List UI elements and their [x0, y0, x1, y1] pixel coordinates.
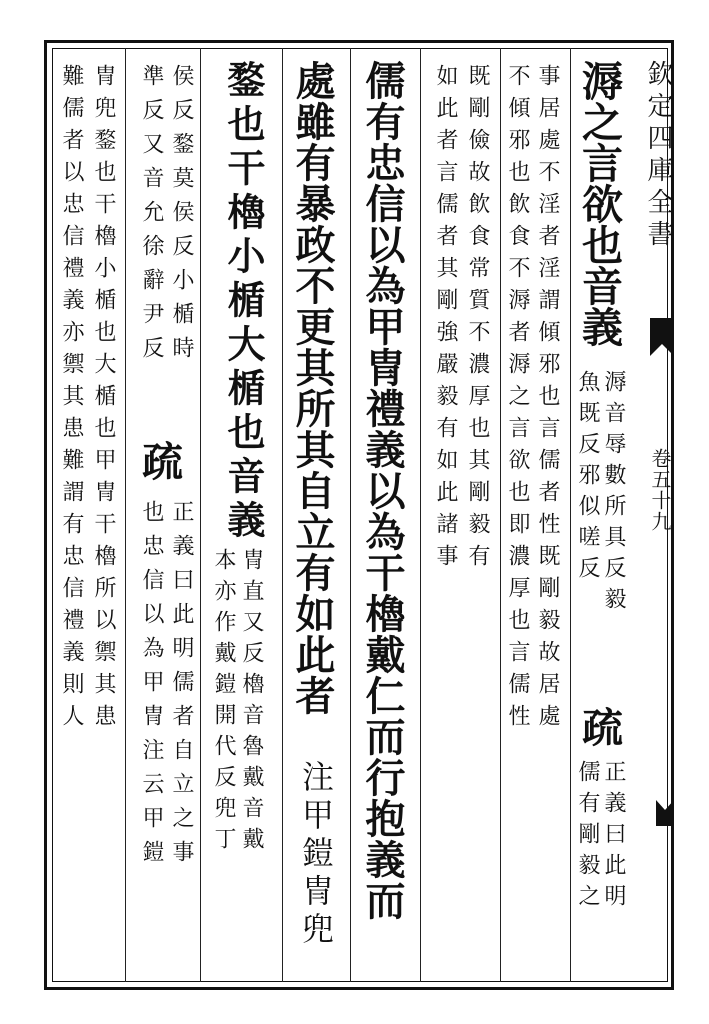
- commentary-column: 儒有剛毅之: [575, 760, 600, 915]
- commentary-column: 不傾邪也飲食不溽者溽之言欲也即濃厚也言儒性: [505, 64, 530, 736]
- commentary-column: 冑兜鍪也干櫓小楯也大楯也甲冑干櫓所以禦其患: [91, 64, 116, 736]
- main-text-column: 儒有忠信以為甲冑禮義以為干櫓戴仁而行抱義而: [359, 60, 406, 921]
- main-text-column: 鍪也干櫓小楯大楯也音義: [221, 60, 266, 544]
- column-rule: [125, 48, 126, 982]
- commentary-column: 魚既反邪似嗟反: [575, 370, 600, 587]
- fish-tail-mark-icon: [650, 318, 674, 356]
- column-rule: [570, 48, 571, 982]
- fish-tail-mark-lower-icon: [656, 800, 674, 826]
- commentary-column: 難儒者以忠信禮義亦禦其患難謂有忠信禮義則人: [59, 64, 84, 736]
- main-text-column: 處雖有暴政不更其所其自立有如此者: [289, 60, 336, 716]
- column-rule: [200, 48, 201, 982]
- book-title-margin: 欽定四庫全書: [643, 60, 673, 252]
- commentary-column: 如此者言儒者其剛強嚴毅有如此諸事: [433, 64, 458, 576]
- commentary-column: 事居處不淫者淫謂傾邪也言儒者性既剛毅故居處: [535, 64, 560, 736]
- juan-number-margin: 卷五十九: [648, 448, 672, 532]
- main-text-column: 溽之言欲也音義: [575, 60, 623, 347]
- commentary-column: 冑直又反櫓音魯戴音戴: [239, 548, 264, 858]
- commentary-column: 既剛儉故飲食常質不濃厚也其剛毅有: [465, 64, 490, 576]
- commentary-column: 侯反鍪莫侯反小楯時: [169, 64, 194, 370]
- column-rule: [500, 48, 501, 982]
- commentary-column: 本亦作戴鎧開代反兜丁: [211, 548, 236, 858]
- column-rule: [420, 48, 421, 982]
- commentary-marker: 疏: [135, 440, 183, 481]
- commentary-column: 準反又音允徐辭尹反: [139, 64, 164, 370]
- commentary-marker: 疏: [575, 706, 623, 747]
- commentary-column: 正義曰此明: [601, 760, 626, 915]
- commentary-column: 也忠信以為甲冑注云甲鎧: [139, 500, 164, 874]
- commentary-column: 溽音辱數所具反毅: [601, 370, 626, 618]
- column-rule: [350, 48, 351, 982]
- commentary-column: 注甲鎧冑兜: [297, 760, 335, 950]
- commentary-column: 正義曰此明儒者自立之事: [169, 500, 194, 874]
- column-rule: [282, 48, 283, 982]
